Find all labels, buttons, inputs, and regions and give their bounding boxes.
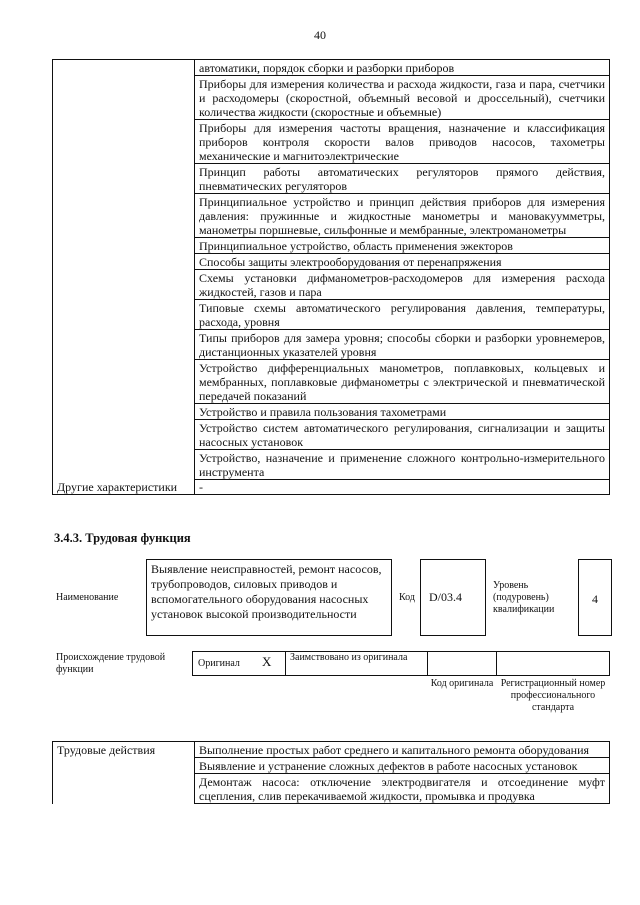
knowledge-row [53, 60, 610, 76]
knowledge-label-cell [53, 194, 195, 238]
actions-table [52, 741, 610, 804]
knowledge-item: Схемы установки дифманометров-расходомеров для измерения расхода жидкостей, газов и пара [195, 270, 610, 300]
action-row [53, 758, 610, 774]
original-cell [192, 651, 286, 676]
knowledge-label-cell [53, 120, 195, 164]
function-name-box: Выявление неисправностей, ремонт насосов, трубопроводов, силовых приводов и вспомогательного оборудования насосных установок высокой производительности [146, 559, 392, 636]
knowledge-label-cell [53, 300, 195, 330]
action-item: Выявление и устранение сложных дефектов в работе насосных установок [195, 758, 610, 774]
origin-label: Происхождение трудовой функции [56, 652, 166, 675]
knowledge-row [53, 164, 610, 194]
section-title: 3.4.3. Трудовая функция [54, 531, 191, 545]
action-item: Демонтаж насоса: отключение электродвигателя и отсоединение муфт сцепления, слив перекачиваемой жидкости, промывка и продувка [195, 774, 610, 804]
page-number: 40 [314, 28, 326, 42]
actions-label-cell [53, 774, 195, 804]
knowledge-item: Устройство и правила пользования тахометрами [195, 404, 610, 420]
knowledge-row [53, 300, 610, 330]
knowledge-label-cell [53, 404, 195, 420]
other-characteristics-label: Другие характеристики [53, 480, 195, 495]
origin-row [192, 651, 610, 676]
original-code-cell [427, 651, 497, 676]
action-row [53, 742, 610, 758]
level-label: Уровень (подуровень) квалификации [493, 580, 555, 615]
knowledge-item: Устройство систем автоматического регулирования, сигнализации и защиты насосных установок [195, 420, 610, 450]
knowledge-item: Устройство дифференциальных манометров, поплавковых, кольцевых и мембранных, поплавковые дифманометры с электрической и пневматической передачей показаний [195, 360, 610, 404]
actions-label-cell [53, 758, 195, 774]
knowledge-label-cell [53, 450, 195, 480]
knowledge-item: Приборы для измерения количества и расхода жидкости, газа и пара, счетчики и расходомеры (скоростной, объемный весовой и дроссельный), счетчики количества жидкости (скоростные и объемные) [195, 76, 610, 120]
knowledge-item: Типовые схемы автоматического регулирования давления, температуры, расхода, уровня [195, 300, 610, 330]
original-label: Оригинал [198, 658, 240, 669]
actions-label: Трудовые действия [53, 742, 195, 758]
knowledge-row [53, 270, 610, 300]
action-item: Выполнение простых работ среднего и капитального ремонта оборудования [195, 742, 610, 758]
code-label: Код [399, 592, 415, 603]
knowledge-row [53, 450, 610, 480]
function-code-box: D/03.4 [420, 559, 486, 636]
knowledge-label-cell [53, 330, 195, 360]
knowledge-item: Способы защиты электрооборудования от перенапряжения [195, 254, 610, 270]
knowledge-row [53, 330, 610, 360]
knowledge-label-cell [53, 60, 195, 76]
knowledge-item: Принципиальное устройство и принцип действия приборов для измерения давления: пружинные и жидкостные манометры и мановакуумметры, манометры поршневые, сильфонные и мембранные, электроманометры [195, 194, 610, 238]
knowledge-row [53, 420, 610, 450]
knowledge-label-cell [53, 76, 195, 120]
other-characteristics-value: - [195, 480, 610, 495]
original-mark: X [262, 654, 272, 669]
knowledge-label-cell [53, 238, 195, 254]
knowledge-label-cell [53, 360, 195, 404]
knowledge-row [53, 404, 610, 420]
knowledge-item: автоматики, порядок сборки и разборки приборов [195, 60, 610, 76]
knowledge-label-cell [53, 164, 195, 194]
borrowed-cell [285, 651, 428, 676]
knowledge-row [53, 238, 610, 254]
knowledge-row [53, 254, 610, 270]
knowledge-label-cell [53, 270, 195, 300]
knowledge-item: Устройство, назначение и применение сложного контрольно-измерительного инструмента [195, 450, 610, 480]
borrowed-label: Заимствовано из оригинала [290, 652, 408, 663]
knowledge-label-cell [53, 420, 195, 450]
knowledge-row [53, 120, 610, 164]
knowledge-item: Принципиальное устройство, область применения эжекторов [195, 238, 610, 254]
knowledge-table [52, 59, 610, 495]
knowledge-row [53, 76, 610, 120]
knowledge-item: Принцип работы автоматических регуляторов прямого действия, пневматических регуляторов [195, 164, 610, 194]
knowledge-row [53, 194, 610, 238]
knowledge-label-cell [53, 254, 195, 270]
knowledge-row [53, 360, 610, 404]
code-caption: Код оригинала [430, 678, 494, 689]
registration-caption: Регистрационный номер профессионального стандарта [500, 678, 606, 713]
knowledge-item: Приборы для измерения частоты вращения, назначение и классификация приборов контроля скорости валов приводов насосов, тахометры механические и магнитоэлектрические [195, 120, 610, 164]
registration-number-cell [496, 651, 610, 676]
level-value-box: 4 [578, 559, 612, 636]
other-characteristics-row [53, 480, 610, 495]
action-row [53, 774, 610, 804]
name-label: Наименование [56, 592, 119, 603]
knowledge-item: Типы приборов для замера уровня; способы сборки и разборки уровнемеров, дистанционных указателей уровня [195, 330, 610, 360]
